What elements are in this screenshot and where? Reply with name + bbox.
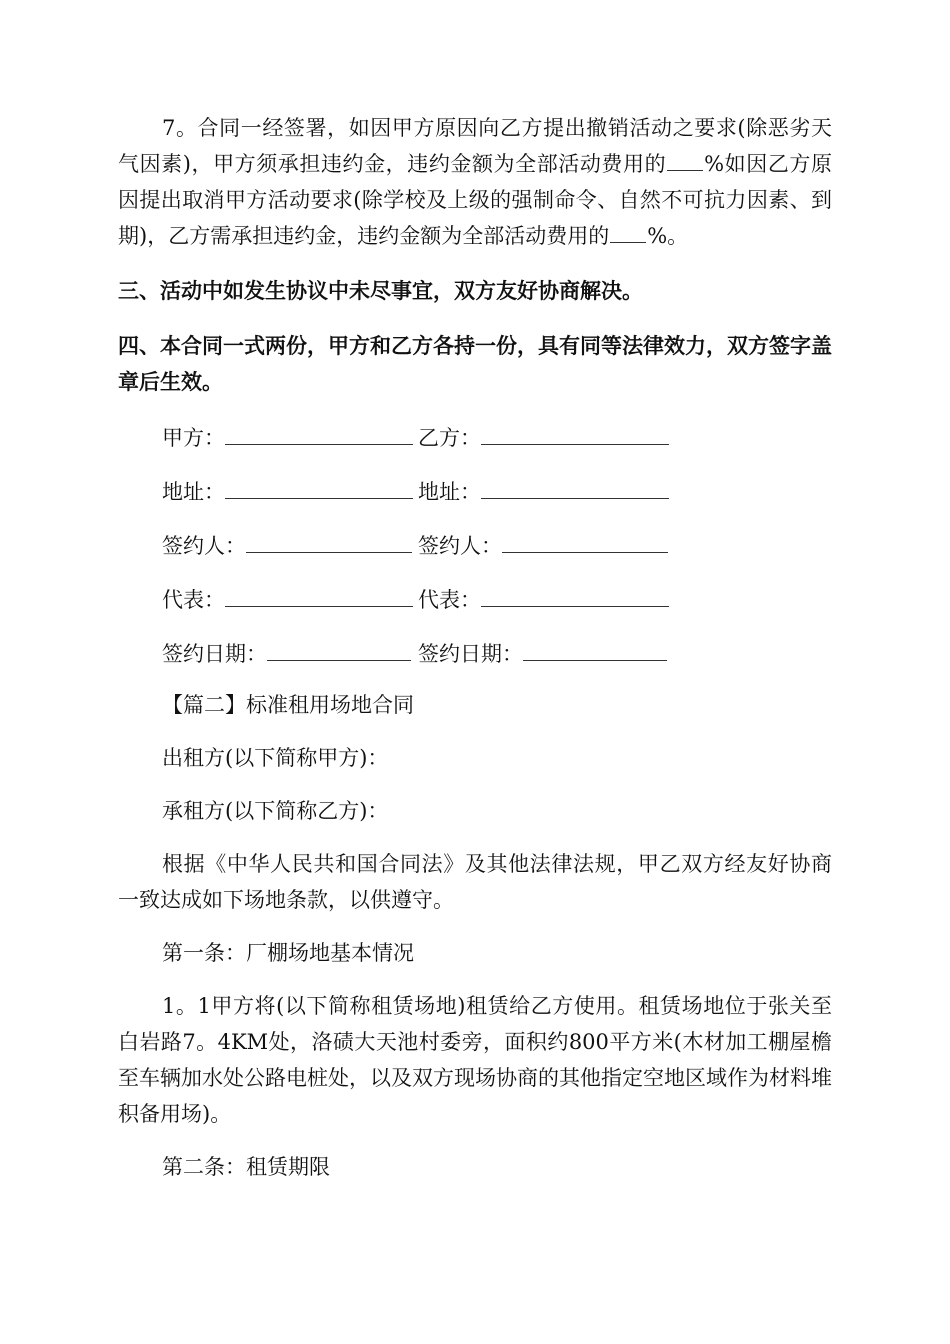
signature-row-representative	[118, 580, 832, 616]
clause-7-part2: %如因乙方原因提出取消甲方活动要求(除学校及上级的强制命令、自然不可抗力因素、到期)，乙方需承担违约金，违约金额为全部活动费用的	[118, 152, 832, 248]
clause-7-part1: 7。合同一经签署，如因甲方原因向乙方提出撤销活动之要求(除恶劣天气因素)，甲方须承担违约金，违约金额为全部活动费用的	[118, 116, 832, 176]
preamble: 根据《中华人民共和国合同法》及其他法律法规，甲乙双方经友好协商一致达成如下场地条款，以供遵守。	[118, 852, 832, 912]
clause-7	[118, 110, 832, 254]
signature-row-party	[118, 418, 832, 454]
representative-a-blank	[225, 580, 413, 607]
signer-a-label: 签约人：	[162, 534, 246, 558]
signature-row-address	[118, 472, 832, 508]
party-a-blank	[225, 418, 413, 445]
clause-7-part3: %。	[647, 224, 689, 248]
article-1-heading: 第一条：厂棚场地基本情况	[162, 941, 414, 965]
party-a-label: 甲方：	[162, 426, 225, 450]
signer-b-label: 签约人：	[418, 534, 502, 558]
date-b-label: 签约日期：	[418, 642, 523, 666]
address-a-label: 地址：	[162, 480, 225, 504]
party-b-label: 乙方：	[418, 426, 481, 450]
party-b-blank	[481, 418, 669, 445]
signature-row-signer	[118, 526, 832, 562]
signer-b-blank	[502, 526, 668, 553]
address-a-blank	[225, 472, 413, 499]
lessor-line: 出租方(以下简称甲方)：	[162, 746, 389, 770]
address-b-label: 地址：	[418, 480, 481, 504]
lessee-line: 承租方(以下简称乙方)：	[162, 799, 389, 823]
penalty-percent-blank-a	[667, 148, 703, 171]
article-2-heading: 第二条：租赁期限	[162, 1155, 330, 1179]
date-a-label: 签约日期：	[162, 642, 267, 666]
representative-b-blank	[481, 580, 669, 607]
address-b-blank	[481, 472, 669, 499]
clause-4: 四、本合同一式两份，甲方和乙方各持一份，具有同等法律效力，双方签字盖章后生效。	[118, 334, 832, 394]
signature-block	[118, 418, 832, 670]
penalty-percent-blank-b	[610, 220, 646, 243]
date-a-blank	[267, 634, 411, 661]
signer-a-blank	[246, 526, 412, 553]
signature-row-date	[118, 634, 832, 670]
representative-b-label: 代表：	[418, 588, 481, 612]
representative-a-label: 代表：	[162, 588, 225, 612]
section-2-title: 【篇二】标准租用场地合同	[162, 693, 414, 717]
date-b-blank	[523, 634, 667, 661]
clause-3: 三、活动中如发生协议中未尽事宜，双方友好协商解决。	[118, 279, 643, 303]
article-1-1: 1。1甲方将(以下简称租赁场地)租赁给乙方使用。租赁场地位于张关至白岩路7。4KM处，洛碛大天池村委旁，面积约800平方米(木材加工棚屋檐至车辆加水处公路电桩处，以及双方现场协商的其他指定空地区域作为材料堆积备用场)。	[118, 994, 832, 1126]
